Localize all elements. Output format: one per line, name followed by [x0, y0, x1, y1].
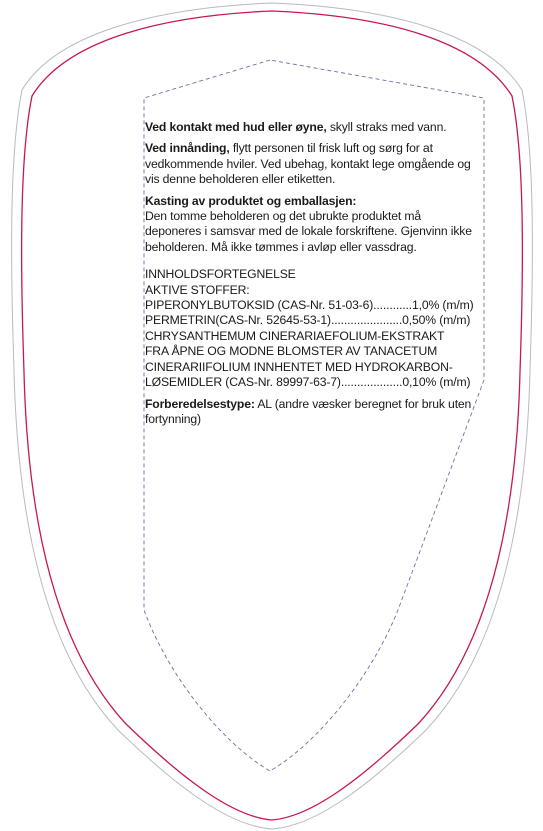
inhalation-paragraph [145, 141, 482, 187]
ingredients-heading: INNHOLDSFORTEGNELSE [145, 267, 296, 282]
formulation-type-paragraph [145, 397, 482, 428]
inhalation-text-line-1: flytt personen til frisk luft og sørg for at [229, 141, 433, 156]
ingredient-chrysanthemum-line-4: LØSEMIDLER (CAS-Nr. 89997-63-7)...................0,10% (m/m) [145, 375, 471, 390]
skin-eye-contact-heading: Ved kontakt med hud eller øyne, [145, 120, 327, 134]
ingredient-chrysanthemum-line-3: CINERARIIFOLIUM INNHENTET MED HYDROKARBON- [145, 359, 453, 374]
disposal-text-line-1: Den tomme beholderen og det ubrukte produktet må [145, 209, 421, 224]
ingredient-chrysanthemum-line-1: CHRYSANTHEMUM CINERARIAEFOLIUM-EKSTRAKT [145, 328, 445, 343]
ingredient-piperonyl-butoxide: PIPERONYLBUTOKSID (CAS-Nr. 51-03-6)............1,0% (m/m) [145, 298, 474, 313]
disposal-paragraph [145, 194, 482, 256]
disposal-text-line-2: deponeres i samsvar med de lokale forskriftene. Gjenvinn ikke [145, 224, 472, 239]
inhalation-text-line-3: vis denne beholderen eller etiketten. [145, 172, 336, 187]
formulation-type-heading: Forberedelsestype: [145, 396, 255, 411]
active-substances-heading: AKTIVE STOFFER: [145, 282, 250, 297]
skin-eye-contact-text: skyll straks med vann. [326, 120, 447, 134]
ingredient-chrysanthemum-line-2: FRA ÅPNE OG MODNE BLOMSTER AV TANACETUM [145, 344, 438, 359]
label-text-block [145, 120, 482, 427]
ingredient-permethrin: PERMETRIN(CAS-Nr. 52645-53-1)......................0,50% (m/m) [145, 313, 471, 328]
ingredients-paragraph [145, 267, 482, 390]
inhalation-heading: Ved innånding, [145, 141, 230, 156]
skin-eye-contact-paragraph [145, 120, 482, 135]
formulation-type-text-line-2: fortynning) [145, 411, 201, 426]
formulation-type-text-line-1: AL (andre væsker beregnet for bruk uten [254, 396, 472, 411]
disposal-text-line-3: beholderen. Må ikke tømmes i avløp eller vassdrag. [145, 239, 417, 254]
inhalation-text-line-2: vedkommende hviler. Ved ubehag, kontakt lege omgående og [145, 156, 471, 171]
disposal-heading: Kasting av produktet og emballasjen: [145, 193, 357, 208]
